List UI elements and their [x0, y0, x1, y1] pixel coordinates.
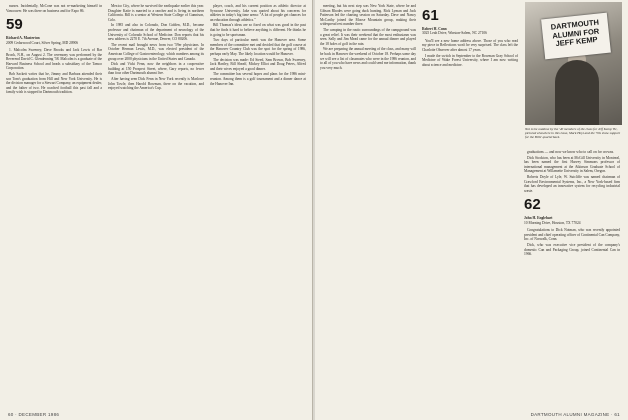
secretary-name: Robert H. Conn — [422, 27, 447, 31]
paragraph: Roberts Doyle of Lyle, W. Sutcliffe was named chairman of Crawford Environmental Systems, Inc., a New York-based firm that has developed an innovative system for recycling industrial waste. — [524, 174, 620, 193]
right-page — [315, 0, 628, 420]
right-col-1 — [320, 4, 416, 404]
paragraph: After having seen Dick Fenn in New York recently is Marlowe John Towle, then Harold Bowman, there on the vacation, and enjoyed watching the America's Cup. — [108, 76, 204, 91]
class-number: 61 — [422, 7, 439, 24]
paragraph: graduations — and now we know who to call on for crowns. — [527, 150, 615, 154]
left-col-3 — [210, 4, 306, 404]
left-col-2 — [108, 4, 204, 404]
paragraph: Dick, who was executive vice president of the company's domestic Can and Packaging Group, joined Continental Can in 1966. — [524, 242, 620, 257]
paragraph: In 1985 and also in Colorado, Don Golden, M.D., became professor and chairman of the department of neurology of the University of Colorado School of Medicine. Don reports that his new address is 2270 E. 7th Avenue, Denver, CO 80206. — [108, 23, 204, 42]
col-intro: nurses. Incidentally, McCone was not re-marketing himself in Vancouver. He was there on business and for Expo 86. — [6, 4, 102, 13]
page-footer: DARTMOUTH ALUMNI MAGAZINE · 61 — [530, 412, 620, 417]
class-number: 59 — [6, 16, 23, 34]
paragraph: Mexico City, where he survived the earthquake earlier this year. Doughter Katie is married to a rancher and is living in northern California. Bill is a senior at Western State College of Gunnison, Colo. — [108, 4, 204, 22]
paragraph: Two days of particular merit was the Hanover area. Some members of the committee met and decided that the golf course at the Hanover Country Club was the spot for the spring of 1986, perhaps early May. The likely location would be Hanover. — [210, 38, 306, 56]
right-col-2 — [422, 4, 518, 404]
paragraph: Dick Stockton, who has been at McGill University in Montreal, has been named the first Harvey Simmons professor of international management at the Atkinson Graduate School of Management at Willamette University in Salem, Oregon. — [524, 155, 620, 174]
paragraph: player, coach, and his current position as athletic director at Syracuse University. Jake was quoted about his concerns for athletes in today's big time arena: "A lot of people get chances for an education through athletics." — [210, 4, 306, 22]
left-page — [0, 0, 313, 420]
secretary-address: 3025 Leah Drive, Winston-Salem, NC 27106 — [422, 31, 487, 36]
paragraph: Congratulations to Dick Notman, who was recently appointed president and chief operating officer of Continental Can Company, Inc. of Norwalk, Conn. — [524, 228, 620, 242]
paragraph: Bob Sackett writes that he, Jimmy and Barbara attended their son Tom's graduation from Hill and New York University. He is the division manager for a Stewart Company, an equipment dealer, and the father of two. He coached football this past fall and a family wish is stopped in Dartmouth tradition. — [6, 71, 102, 95]
class-secretary — [422, 27, 518, 36]
secretary-address: 10 Morning Drive, Houston, TX 77024 — [524, 220, 581, 225]
secretary-name: John H. Englehart — [524, 216, 553, 221]
paragraph: The camping in the rustic surroundings of the campground was a great relief. It was their weekend that the most enthusiasm was seen. Sally and Jim Mead came for the annual dinner and played the 18 holes of golf in the rain. — [320, 27, 416, 46]
class-photo — [525, 2, 622, 125]
paragraph: meeting, but his next step was New York State, where he and Gibson Rhodes were going duck hunting. Rick Lyman and Jack Patterson led the charting session on Saturday. Dave and Nancy McCarthy joined the Moose Mountain group, making their widespread rest number three. — [320, 4, 416, 27]
class-secretary — [524, 216, 620, 225]
paragraph: The decision was made: Ed Steed, Sam Brown, Bob Sweeney, Jack Hartley, Bill Sheaff, Mickey Elliot and Doug Peters, Alfred and their wives enjoyed a good dinner. — [210, 57, 306, 71]
paragraph: The committee has several hopes and plans for the 1986 mini-reunion. Among them is a golf tournament and a dinner dance at the Hanover Inn. — [210, 72, 306, 86]
right-col-3 — [524, 150, 620, 404]
class-secretary — [6, 36, 102, 45]
photo-caption: Not to be outdone by the '40 members of the class for Jeff Kemp '81, pictured elsewhere in this issue, Mark Hoyt and the '59s show support for the Bills' quarterback. — [525, 127, 621, 140]
paragraph: Bill Thomas's ideas are so fixed on what was good in the past that he finds it hard to believe anything is different. He thinks he is going to be sportsman. — [210, 23, 306, 37]
paragraph: You'll see a new home address above. Those of you who read my piece in Reflections won't be very surprised. The class left the Charlotte Observer after almost 17 years. — [422, 38, 518, 52]
class-number: 62 — [524, 196, 541, 214]
paragraph: Dick and Vicki Fenn, now the neighbors in a cooperative building at 150 Prospect Street, where, Gary reports, no fewer than four other Dartmouth alumni live. — [108, 62, 204, 76]
sign-text: DARTMOUTH ALUMNI FOR JEFF KEMP — [550, 17, 600, 49]
paragraph: We are preparing the annual meeting of the class, and many will be back in Hanover the weekend of October 18. Perhaps some day we will see a list of classmates who were in the 1986 reunion, and to all of you who have news and could send me information, thank you very much. — [320, 47, 416, 70]
photo-person — [555, 60, 599, 125]
secretary-name: Richard A. Masterton — [6, 36, 40, 41]
left-col-1 — [6, 4, 102, 404]
paragraph: I made the switch in September to the Bowman Gray School of Medicine of Wake Forest University, where I am now writing about science and medicine. — [422, 53, 518, 67]
photo-sign — [541, 13, 611, 60]
paragraph: 1. Malcolm Sweeney, Dave Brooks and Jack Lewis of Bar Brook, N.H., on August 2. The ceremony was performed by the Reverend David C. Glendenning '58. Malcolm is a graduate of the Harvard Business School and heads a subsidiary of the Tamco Corporation. — [6, 48, 102, 71]
page-footer: 60 · DECEMBER 1986 — [8, 412, 60, 417]
secretary-address: 2009 Cedarwood Court, Silver Spring, MD 20906 — [6, 40, 79, 45]
paragraph: The recent mail brought news from two '59er physicians. In October Herman Lewis, M.D., was elected president of the American College of Gastroenterology, which numbers among its group over 2000 physicians in the United States and Canada. — [108, 42, 204, 61]
